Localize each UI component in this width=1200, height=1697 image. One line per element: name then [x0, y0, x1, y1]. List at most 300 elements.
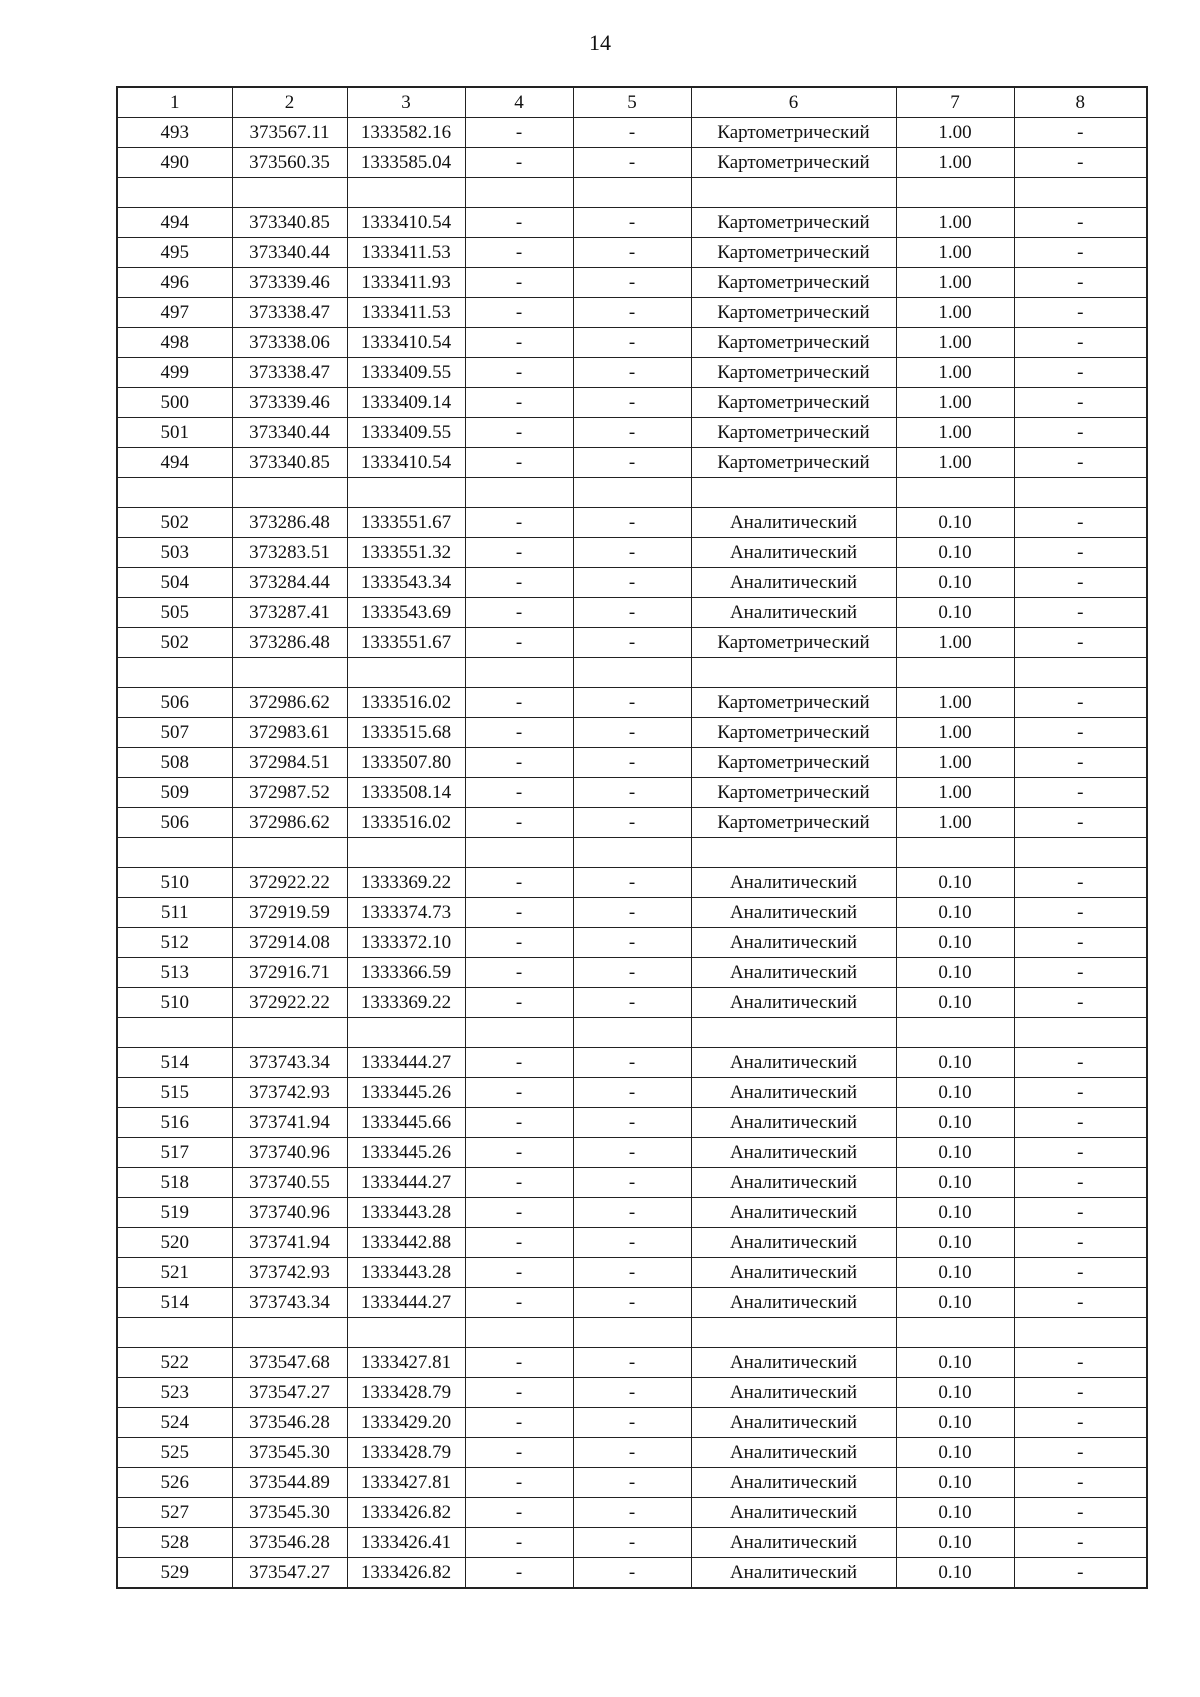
- table-cell: 373740.96: [232, 1138, 347, 1168]
- table-cell: -: [1014, 328, 1147, 358]
- table-cell: 518: [117, 1168, 232, 1198]
- table-cell: -: [465, 1048, 573, 1078]
- table-cell: 373340.44: [232, 238, 347, 268]
- table-cell: 511: [117, 898, 232, 928]
- table-cell: [465, 658, 573, 688]
- table-row: [117, 568, 1147, 598]
- table-cell: -: [465, 1348, 573, 1378]
- column-header: 3: [347, 87, 465, 118]
- table-cell: -: [465, 1378, 573, 1408]
- table-cell: -: [573, 1258, 691, 1288]
- table-cell: 1.00: [896, 148, 1014, 178]
- table-cell: 1333508.14: [347, 778, 465, 808]
- table-cell: -: [573, 508, 691, 538]
- table-cell: -: [465, 1258, 573, 1288]
- table-cell: Картометрический: [691, 268, 896, 298]
- table-cell: [117, 1318, 232, 1348]
- column-header: 8: [1014, 87, 1147, 118]
- table-cell: 1333411.53: [347, 298, 465, 328]
- table-row: [117, 748, 1147, 778]
- table-cell: -: [465, 418, 573, 448]
- table-cell: 516: [117, 1108, 232, 1138]
- table-cell: Картометрический: [691, 778, 896, 808]
- table-cell: -: [573, 748, 691, 778]
- table-cell: 1333426.41: [347, 1528, 465, 1558]
- table-cell: 373545.30: [232, 1438, 347, 1468]
- table-cell: 490: [117, 148, 232, 178]
- table-cell: 372916.71: [232, 958, 347, 988]
- table-cell: [232, 658, 347, 688]
- table-cell: -: [573, 1348, 691, 1378]
- table-cell: 1333427.81: [347, 1468, 465, 1498]
- table-cell: -: [465, 1408, 573, 1438]
- table-row: [117, 1258, 1147, 1288]
- table-cell: [1014, 478, 1147, 508]
- table-cell: 0.10: [896, 1138, 1014, 1168]
- table-cell: 0.10: [896, 1468, 1014, 1498]
- table-row: [117, 1078, 1147, 1108]
- table-cell: -: [573, 1168, 691, 1198]
- table-row: [117, 418, 1147, 448]
- table-row: [117, 1498, 1147, 1528]
- table-cell: Картометрический: [691, 448, 896, 478]
- table-cell: 513: [117, 958, 232, 988]
- table-cell: 495: [117, 238, 232, 268]
- table-cell: -: [465, 118, 573, 148]
- table-cell: [896, 658, 1014, 688]
- table-cell: -: [1014, 1528, 1147, 1558]
- table-cell: 373742.93: [232, 1258, 347, 1288]
- table-cell: 0.10: [896, 1528, 1014, 1558]
- table-cell: [896, 478, 1014, 508]
- table-cell: -: [465, 898, 573, 928]
- table-cell: 498: [117, 328, 232, 358]
- table-cell: -: [465, 508, 573, 538]
- table-cell: Картометрический: [691, 238, 896, 268]
- table-cell: -: [573, 328, 691, 358]
- table-cell: -: [1014, 1468, 1147, 1498]
- table-cell: -: [465, 628, 573, 658]
- table-cell: -: [573, 1468, 691, 1498]
- table-cell: -: [573, 1048, 691, 1078]
- table-cell: -: [573, 628, 691, 658]
- table-cell: -: [573, 1078, 691, 1108]
- table-cell: 1333444.27: [347, 1288, 465, 1318]
- table-cell: 373340.85: [232, 448, 347, 478]
- table-cell: 0.10: [896, 1378, 1014, 1408]
- table-cell: 515: [117, 1078, 232, 1108]
- table-cell: -: [1014, 1498, 1147, 1528]
- table-cell: -: [465, 688, 573, 718]
- table-cell: [232, 178, 347, 208]
- table-cell: -: [465, 598, 573, 628]
- table-cell: 1333427.81: [347, 1348, 465, 1378]
- table-cell: Аналитический: [691, 1468, 896, 1498]
- table-cell: Картометрический: [691, 628, 896, 658]
- table-cell: 373546.28: [232, 1408, 347, 1438]
- table-cell: 1333445.66: [347, 1108, 465, 1138]
- table-cell: Картометрический: [691, 358, 896, 388]
- table-cell: -: [573, 1528, 691, 1558]
- table-cell: -: [573, 808, 691, 838]
- table-cell: 0.10: [896, 1348, 1014, 1378]
- table-cell: 509: [117, 778, 232, 808]
- table-cell: Аналитический: [691, 988, 896, 1018]
- table-row: [117, 1558, 1147, 1589]
- table-cell: 373560.35: [232, 148, 347, 178]
- table-cell: [573, 1018, 691, 1048]
- table-cell: Аналитический: [691, 1348, 896, 1378]
- table-cell: 1333410.54: [347, 448, 465, 478]
- table-cell: 512: [117, 928, 232, 958]
- column-header: 4: [465, 87, 573, 118]
- table-cell: -: [1014, 1408, 1147, 1438]
- table-row: [117, 358, 1147, 388]
- table-cell: -: [1014, 598, 1147, 628]
- table-cell: -: [1014, 1138, 1147, 1168]
- table-cell: 373743.34: [232, 1288, 347, 1318]
- table-row: [117, 718, 1147, 748]
- table-cell: 1333409.55: [347, 358, 465, 388]
- table-cell: [117, 658, 232, 688]
- table-cell: [896, 838, 1014, 868]
- table-cell: 0.10: [896, 1258, 1014, 1288]
- table-cell: 529: [117, 1558, 232, 1589]
- table-cell: -: [465, 238, 573, 268]
- table-cell: Аналитический: [691, 898, 896, 928]
- table-cell: -: [465, 958, 573, 988]
- table-cell: [117, 838, 232, 868]
- table-cell: -: [573, 418, 691, 448]
- table-cell: 497: [117, 298, 232, 328]
- table-cell: -: [573, 778, 691, 808]
- table-cell: -: [1014, 1258, 1147, 1288]
- table-cell: 373283.51: [232, 538, 347, 568]
- column-header: 7: [896, 87, 1014, 118]
- table-cell: -: [465, 718, 573, 748]
- table-cell: -: [1014, 1048, 1147, 1078]
- table-cell: 1.00: [896, 238, 1014, 268]
- table-cell: -: [1014, 928, 1147, 958]
- table-cell: -: [465, 568, 573, 598]
- table-cell: 1333543.69: [347, 598, 465, 628]
- table-cell: Аналитический: [691, 1438, 896, 1468]
- table-cell: 1333551.67: [347, 508, 465, 538]
- table-cell: 1.00: [896, 448, 1014, 478]
- table-cell: 1333585.04: [347, 148, 465, 178]
- table-cell: 0.10: [896, 1108, 1014, 1138]
- table-cell: 1333442.88: [347, 1228, 465, 1258]
- table-cell: 1333410.54: [347, 328, 465, 358]
- table-cell: 373547.27: [232, 1378, 347, 1408]
- table-cell: -: [573, 688, 691, 718]
- table-row: [117, 208, 1147, 238]
- table-cell: 373338.06: [232, 328, 347, 358]
- table-cell: -: [1014, 448, 1147, 478]
- table-cell: -: [465, 538, 573, 568]
- table-cell: [117, 478, 232, 508]
- table-cell: Аналитический: [691, 598, 896, 628]
- table-cell: 1333445.26: [347, 1078, 465, 1108]
- table-row: [117, 508, 1147, 538]
- table-cell: 1333411.53: [347, 238, 465, 268]
- table-cell: -: [1014, 1078, 1147, 1108]
- table-cell: [1014, 1018, 1147, 1048]
- table-cell: -: [1014, 988, 1147, 1018]
- table-cell: 0.10: [896, 1168, 1014, 1198]
- table-cell: 373544.89: [232, 1468, 347, 1498]
- table-cell: -: [465, 1168, 573, 1198]
- table-row: [117, 628, 1147, 658]
- table-cell: 373340.85: [232, 208, 347, 238]
- table-cell: 373567.11: [232, 118, 347, 148]
- table-cell: [573, 1318, 691, 1348]
- table-cell: -: [1014, 778, 1147, 808]
- table-cell: 514: [117, 1288, 232, 1318]
- table-cell: 0.10: [896, 958, 1014, 988]
- table-cell: -: [1014, 568, 1147, 598]
- table-cell: 502: [117, 628, 232, 658]
- table-cell: -: [465, 748, 573, 778]
- table-cell: 1333426.82: [347, 1558, 465, 1589]
- table-body: [117, 118, 1147, 1589]
- table-separator-row: [117, 478, 1147, 508]
- table-cell: Картометрический: [691, 298, 896, 328]
- table-cell: Аналитический: [691, 1048, 896, 1078]
- table-cell: Аналитический: [691, 1198, 896, 1228]
- table-cell: 0.10: [896, 538, 1014, 568]
- table-cell: 1.00: [896, 718, 1014, 748]
- table-cell: Аналитический: [691, 1078, 896, 1108]
- table-cell: [347, 178, 465, 208]
- table-cell: -: [465, 988, 573, 1018]
- table-cell: -: [1014, 1108, 1147, 1138]
- table-cell: [347, 478, 465, 508]
- table-cell: -: [465, 268, 573, 298]
- table-cell: -: [1014, 418, 1147, 448]
- table-cell: 373740.55: [232, 1168, 347, 1198]
- table-cell: 506: [117, 688, 232, 718]
- table-cell: -: [573, 898, 691, 928]
- table-separator-row: [117, 178, 1147, 208]
- table-cell: -: [1014, 718, 1147, 748]
- table-cell: 373546.28: [232, 1528, 347, 1558]
- table-cell: [232, 478, 347, 508]
- table-cell: 1.00: [896, 388, 1014, 418]
- table-cell: 528: [117, 1528, 232, 1558]
- table-cell: -: [1014, 1438, 1147, 1468]
- table-cell: -: [465, 1288, 573, 1318]
- table-cell: -: [573, 1228, 691, 1258]
- table-cell: [465, 1018, 573, 1048]
- table-cell: -: [465, 208, 573, 238]
- table-cell: -: [465, 1138, 573, 1168]
- table-cell: -: [465, 328, 573, 358]
- table-cell: Картометрический: [691, 688, 896, 718]
- table-cell: 1333444.27: [347, 1168, 465, 1198]
- table-cell: 500: [117, 388, 232, 418]
- table-cell: -: [1014, 1168, 1147, 1198]
- table-cell: -: [1014, 208, 1147, 238]
- table-row: [117, 1228, 1147, 1258]
- table-cell: -: [465, 778, 573, 808]
- table-cell: 373338.47: [232, 358, 347, 388]
- table-row: [117, 1378, 1147, 1408]
- column-header: 6: [691, 87, 896, 118]
- table-cell: -: [465, 868, 573, 898]
- table-cell: 0.10: [896, 988, 1014, 1018]
- table-row: [117, 448, 1147, 478]
- table-cell: -: [573, 988, 691, 1018]
- table-cell: 523: [117, 1378, 232, 1408]
- table-cell: [347, 658, 465, 688]
- table-cell: -: [1014, 1288, 1147, 1318]
- table-row: [117, 388, 1147, 418]
- table-cell: [573, 838, 691, 868]
- table-cell: [347, 838, 465, 868]
- table-cell: 0.10: [896, 928, 1014, 958]
- table-cell: 525: [117, 1438, 232, 1468]
- table-cell: Аналитический: [691, 1498, 896, 1528]
- table-cell: Аналитический: [691, 508, 896, 538]
- table-cell: 494: [117, 448, 232, 478]
- table-cell: -: [573, 1498, 691, 1528]
- table-cell: 0.10: [896, 1228, 1014, 1258]
- table-row: [117, 1288, 1147, 1318]
- table-cell: [896, 1318, 1014, 1348]
- table-row: [117, 1468, 1147, 1498]
- table-cell: Картометрический: [691, 118, 896, 148]
- table-cell: Картометрический: [691, 808, 896, 838]
- table-cell: [232, 1018, 347, 1048]
- table-cell: Картометрический: [691, 148, 896, 178]
- table-cell: 502: [117, 508, 232, 538]
- table-cell: 373287.41: [232, 598, 347, 628]
- table-cell: [117, 1018, 232, 1048]
- table-cell: 0.10: [896, 868, 1014, 898]
- table-cell: 1.00: [896, 748, 1014, 778]
- table-cell: -: [1014, 1198, 1147, 1228]
- table-cell: -: [573, 1438, 691, 1468]
- table-cell: -: [1014, 1378, 1147, 1408]
- table-cell: 1.00: [896, 328, 1014, 358]
- table-cell: [573, 658, 691, 688]
- table-cell: 1.00: [896, 808, 1014, 838]
- table-cell: 373284.44: [232, 568, 347, 598]
- table-cell: -: [465, 298, 573, 328]
- table-cell: Аналитический: [691, 1228, 896, 1258]
- table-cell: -: [573, 298, 691, 328]
- table-cell: -: [1014, 688, 1147, 718]
- table-cell: Картометрический: [691, 388, 896, 418]
- table-cell: 1.00: [896, 688, 1014, 718]
- table-cell: 372922.22: [232, 988, 347, 1018]
- table-cell: 1.00: [896, 418, 1014, 448]
- table-cell: Картометрический: [691, 418, 896, 448]
- table-cell: Аналитический: [691, 868, 896, 898]
- table-cell: 506: [117, 808, 232, 838]
- table-row: [117, 1168, 1147, 1198]
- table-cell: -: [1014, 898, 1147, 928]
- table-cell: 524: [117, 1408, 232, 1438]
- table-cell: 1.00: [896, 268, 1014, 298]
- table-cell: [347, 1318, 465, 1348]
- table-cell: Аналитический: [691, 568, 896, 598]
- table-cell: 504: [117, 568, 232, 598]
- table-cell: -: [573, 1378, 691, 1408]
- table-cell: Картометрический: [691, 208, 896, 238]
- table-cell: 520: [117, 1228, 232, 1258]
- table-cell: 0.10: [896, 1498, 1014, 1528]
- table-cell: 499: [117, 358, 232, 388]
- table-cell: 517: [117, 1138, 232, 1168]
- table-cell: -: [573, 538, 691, 568]
- table-cell: -: [573, 208, 691, 238]
- table-cell: 519: [117, 1198, 232, 1228]
- table-cell: 373740.96: [232, 1198, 347, 1228]
- table-cell: 1333445.26: [347, 1138, 465, 1168]
- table-row: [117, 778, 1147, 808]
- table-cell: [691, 1018, 896, 1048]
- table-cell: -: [573, 598, 691, 628]
- table-cell: 1333443.28: [347, 1198, 465, 1228]
- table-cell: 1.00: [896, 778, 1014, 808]
- table-cell: [347, 1018, 465, 1048]
- table-row: [117, 118, 1147, 148]
- table-cell: 505: [117, 598, 232, 628]
- table-cell: -: [573, 268, 691, 298]
- table-cell: 527: [117, 1498, 232, 1528]
- table-row: [117, 1138, 1147, 1168]
- table-cell: 494: [117, 208, 232, 238]
- table-cell: 514: [117, 1048, 232, 1078]
- table-cell: -: [465, 1228, 573, 1258]
- table-cell: Аналитический: [691, 1108, 896, 1138]
- table-cell: -: [1014, 358, 1147, 388]
- table-cell: 526: [117, 1468, 232, 1498]
- table-cell: 1333516.02: [347, 688, 465, 718]
- table-cell: [232, 1318, 347, 1348]
- table-cell: -: [465, 148, 573, 178]
- table-cell: 1333411.93: [347, 268, 465, 298]
- table-cell: -: [573, 928, 691, 958]
- table-separator-row: [117, 838, 1147, 868]
- table-cell: 373286.48: [232, 628, 347, 658]
- table-cell: -: [465, 448, 573, 478]
- table-cell: 1333507.80: [347, 748, 465, 778]
- page-number: 14: [589, 30, 611, 55]
- table-cell: 372987.52: [232, 778, 347, 808]
- table-cell: [896, 178, 1014, 208]
- table-cell: -: [1014, 148, 1147, 178]
- table-cell: -: [465, 388, 573, 418]
- table-cell: -: [1014, 868, 1147, 898]
- table-cell: 372986.62: [232, 808, 347, 838]
- table-cell: [1014, 178, 1147, 208]
- table-cell: 1333428.79: [347, 1378, 465, 1408]
- table-cell: 373743.34: [232, 1048, 347, 1078]
- table-cell: [1014, 658, 1147, 688]
- table-cell: -: [1014, 748, 1147, 778]
- table-row: [117, 1348, 1147, 1378]
- table-cell: 1333551.32: [347, 538, 465, 568]
- table-cell: 0.10: [896, 1048, 1014, 1078]
- table-cell: -: [465, 1198, 573, 1228]
- table-cell: 1333410.54: [347, 208, 465, 238]
- table-cell: -: [1014, 118, 1147, 148]
- table-cell: 508: [117, 748, 232, 778]
- table-cell: 0.10: [896, 1408, 1014, 1438]
